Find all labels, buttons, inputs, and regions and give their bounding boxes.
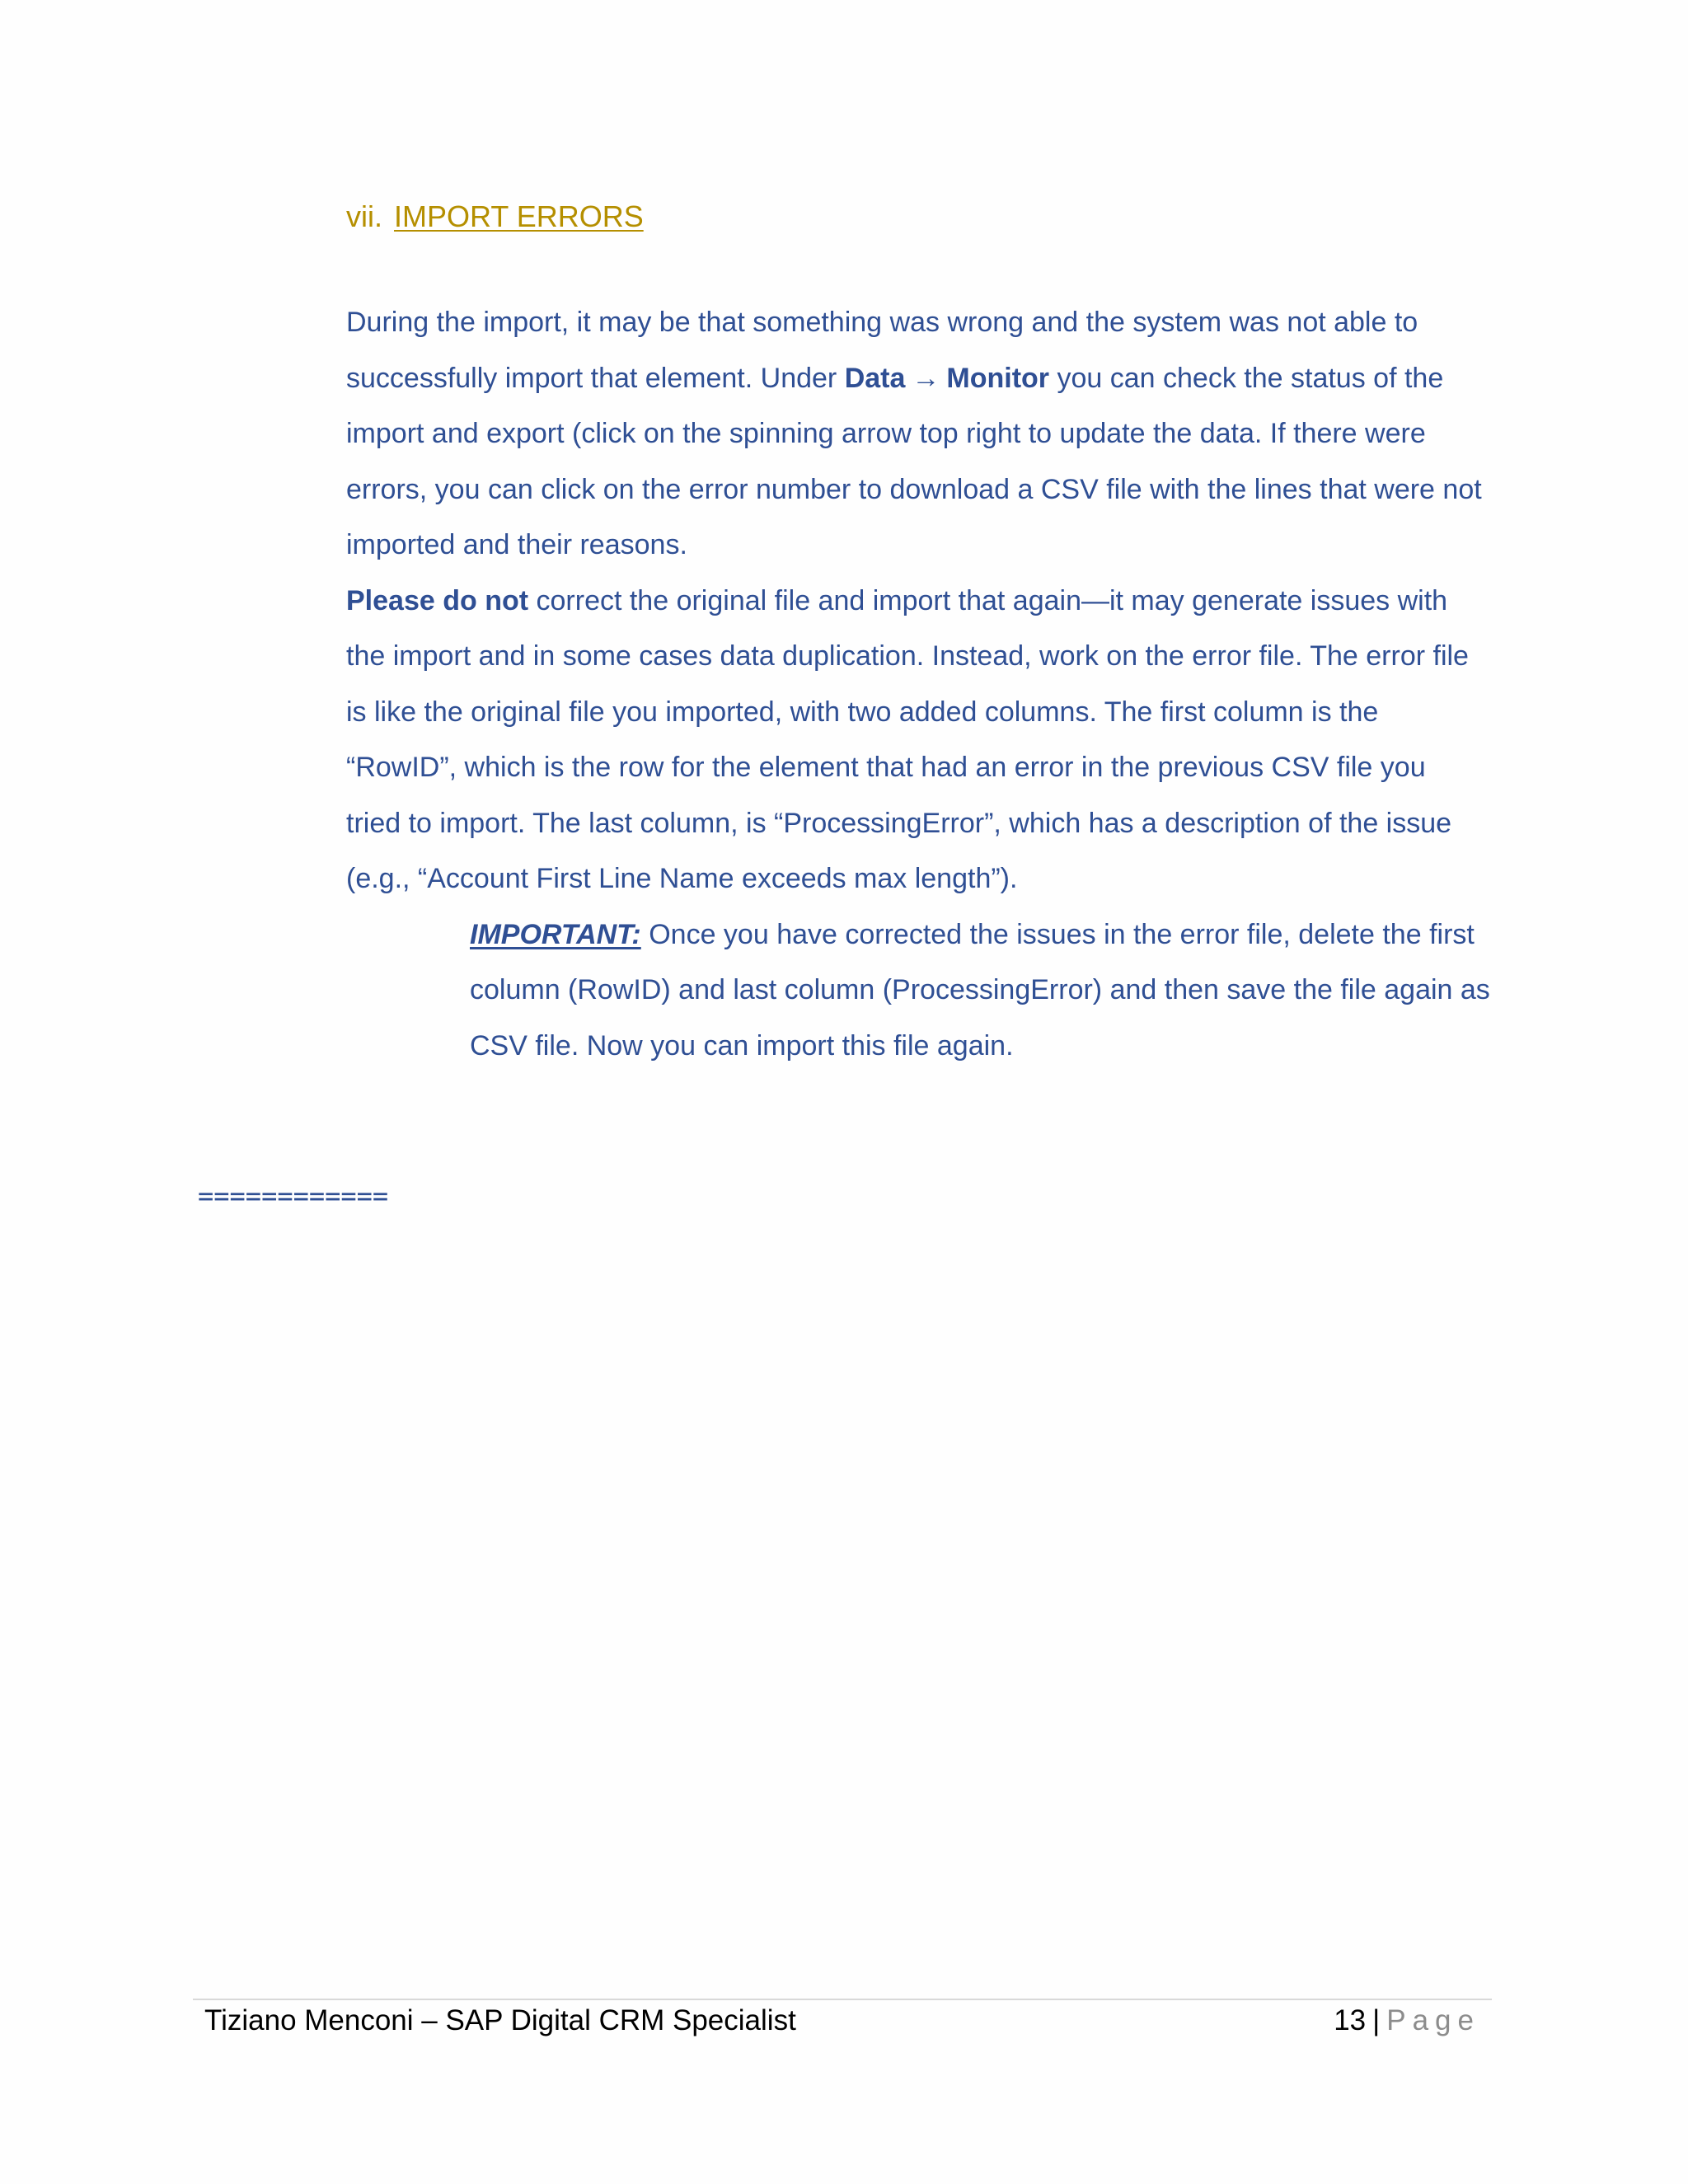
paragraph-line [346,351,1500,407]
section-number: vii. [346,199,382,233]
text-run: correct the original file and import that again—it may generate issues with [528,584,1448,616]
paragraph-line: import and export (click on the spinning arrow top right to update the data. If there were [346,418,1426,449]
paragraph-line: errors, you can click on the error number to download a CSV file with the lines that were not [346,473,1482,505]
footer-author: Tiziano Menconi – SAP Digital CRM Specialist [204,2004,796,2036]
footer-page-number [1334,2004,1480,2037]
important-note-line [346,907,1500,963]
important-note-line: column (RowID) and last column (ProcessingError) and then save the file again as [470,974,1490,1005]
paragraph-line [346,574,1500,630]
text-run: Once you have corrected the issues in the error file, delete the first [640,918,1475,950]
text-run: you can check the status of the [1049,362,1444,394]
arrow-right-icon: → [912,362,940,394]
warning-emphasis: Please do not [346,584,529,616]
section-heading [346,199,644,234]
paragraph-line: imported and their reasons. [346,529,687,560]
important-note-line: CSV file. Now you can import this file again. [470,1029,1014,1062]
paragraph-line: the import and in some cases data duplication. Instead, work on the error file. The error file [346,640,1469,672]
menu-path-data: Data [844,362,906,394]
paragraph-line: (e.g., “Account First Line Name exceeds max length”). [346,863,1018,894]
body-text [346,295,1500,1074]
text-run: successfully import that element. Under [346,362,845,394]
menu-path-monitor: Monitor [946,362,1050,394]
footer-separator: | [1372,2004,1381,2036]
section-title: IMPORT ERRORS [394,199,644,233]
page-number: 13 [1334,2004,1367,2036]
section-separator: ============ [198,1180,389,1212]
paragraph-line: “RowID”, which is the row for the element that had an error in the previous CSV file you [346,752,1426,783]
paragraph-line: is like the original file you imported, with two added columns. The first column is the [346,696,1379,728]
footer-divider [193,1999,1492,2000]
important-label: IMPORTANT: [470,918,641,950]
paragraph-line: tried to import. The last column, is “ProcessingError”, which has a description of the issue [346,807,1452,839]
paragraph-line: During the import, it may be that something was wrong and the system was not able to [346,307,1418,338]
page-label: Page [1386,2004,1480,2036]
